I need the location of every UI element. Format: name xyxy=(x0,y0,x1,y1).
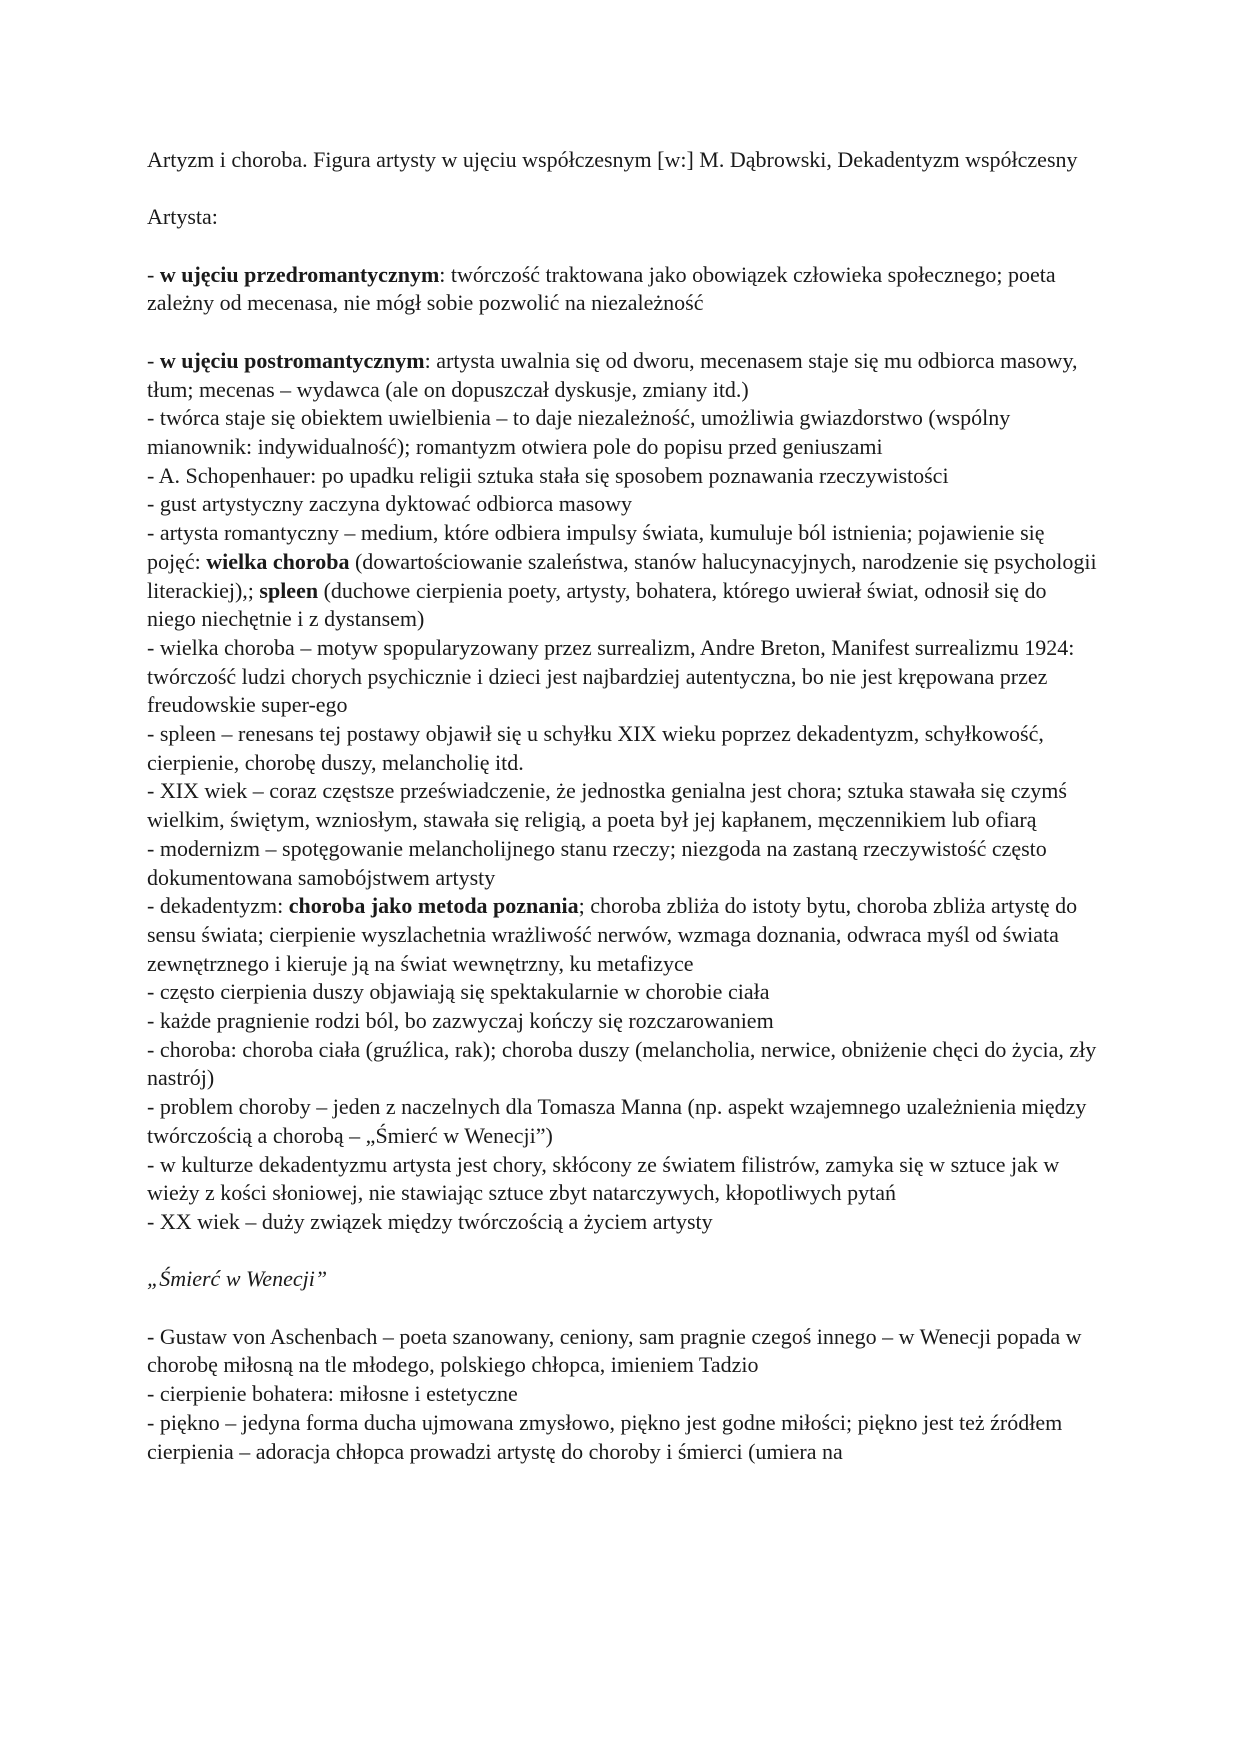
bullet-line xyxy=(147,892,1097,978)
bullet-line: - Gustaw von Aschenbach – poeta szanowany, ceniony, sam pragnie czegoś innego – w Wenecji popada w chorobę miłosną na tle młodego, polskiego chłopca, imieniem Tadzio xyxy=(147,1323,1082,1378)
bullet-line: - spleen – renesans tej postawy objawił się u schyłku XIX wieku poprzez dekadentyzm, schyłkowość, cierpienie, chorobę duszy, melancholię itd. xyxy=(147,721,1044,775)
paragraph-text: - artysta romantyczny – medium, które odbiera impulsy świata, kumuluje ból istnienia; pojawienie się pojęć: xyxy=(147,520,1045,574)
paragraph-gap xyxy=(147,1294,1097,1323)
bullet-line: - gust artystyczny zaczyna dyktować odbiorca masowy xyxy=(147,491,633,517)
paragraph-gap xyxy=(147,175,1097,204)
bold-term: wielka choroba xyxy=(206,548,350,574)
bullet-line: - każde pragnienie rodzi ból, bo zazwyczaj kończy się rozczarowaniem xyxy=(147,1008,774,1034)
paragraph-gap xyxy=(147,1237,1097,1266)
bullet-line: - XIX wiek – coraz częstsze przeświadczenie, że jednostka genialna jest chora; sztuka stawała się czymś wielkim, świętym, wzniosłym, stawała się religią, a poeta był jej kapłanem, męczennikiem lub ofiarą xyxy=(147,778,1067,833)
artysta-heading: Artysta: xyxy=(147,204,218,230)
bullet-line: - cierpienie bohatera: miłosne i estetyczne xyxy=(147,1381,518,1407)
paragraph-text: - dekadentyzm: xyxy=(147,893,289,919)
bullet-dash: - xyxy=(147,261,160,287)
bullet-line: - XX wiek – duży związek między twórczością a życiem artysty xyxy=(147,1208,713,1234)
paragraph-text: (duchowe cierpienia poety, artysty, bohatera, którego uwierał świat, odnosił się do niego niechętnie i z dystansem) xyxy=(147,577,1047,632)
bullet-line: - w kulturze dekadentyzmu artysta jest chory, skłócony ze światem filistrów, zamyka się w sztuce jak w wieży z kości słoniowej, nie stawiając sztuce zbyt natarczywych, kłopotliwych pytań xyxy=(147,1151,1060,1206)
bullet-line: - twórca staje się obiektem uwielbienia – to daje niezależność, umożliwia gwiazdorstwo (wspólny mianownik: indywidualność); romantyzm otwiera pole do popisu przed geniuszami xyxy=(147,405,1011,459)
paragraph-gap xyxy=(147,232,1097,261)
bullet-line: - piękno – jedyna forma ducha ujmowana zmysłowo, piękno jest godne miłości; piękno jest też źródłem cierpienia – adoracja chłopca prowadzi artystę do choroby i śmierci (umiera na xyxy=(147,1409,1063,1464)
bullet-line: - A. Schopenhauer: po upadku religii sztuka stała się sposobem poznawania rzeczywistości xyxy=(147,462,949,488)
bold-term: spleen xyxy=(259,577,319,603)
paragraph-text: ; choroba zbliża do istoty bytu, choroba zbliża artystę do sensu świata; cierpienie wyszlachetnia wrażliwość nerwów, wzmaga doznania, odwraca myśl od świata zewnętrznego i kieruje ją na świat wewnętrzny, ku metafizyce xyxy=(147,893,1078,976)
paragraph-przedromantyczny xyxy=(147,261,1097,318)
bold-term: choroba jako metoda poznania xyxy=(288,893,579,919)
bullet-line: - modernizm – spotęgowanie melancholijnego stanu rzeczy; niezgoda na zastaną rzeczywistość często dokumentowana samobójstwem artysty xyxy=(147,835,1047,890)
bullet-line xyxy=(147,519,1097,634)
paragraph-text: (dowartościowanie szaleństwa, stanów halucynacyjnych, narodzenie się psychologii literackiej),; xyxy=(147,548,1097,603)
bullet-line: - często cierpienia duszy objawiają się spektakularnie w chorobie ciała xyxy=(147,979,770,1005)
document-body xyxy=(147,146,1097,1466)
paragraph-text: : twórczość traktowana jako obowiązek człowieka społecznego; poeta zależny od mecenasa, nie mógł sobie pozwolić na niezależność xyxy=(147,261,1056,316)
bullet-dash: - xyxy=(147,347,160,373)
document-title: Artyzm i choroba. Figura artysty w ujęciu współczesnym [w:] M. Dąbrowski, Dekadentyzm współczesny xyxy=(147,147,1078,172)
bold-term: w ujęciu przedromantycznym xyxy=(159,261,440,287)
smierc-heading: „Śmierć w Wenecji” xyxy=(147,1266,328,1292)
paragraph-postromantyczny xyxy=(147,347,1097,404)
bullet-line: - problem choroby – jeden z naczelnych dla Tomasza Manna (np. aspekt wzajemnego uzależnienia między twórczością a chorobą – „Śmierć w Wenecji”) xyxy=(147,1094,1087,1148)
paragraph-gap xyxy=(147,318,1097,347)
bold-term: w ujęciu postromantycznym xyxy=(159,347,425,373)
bullet-line: - wielka choroba – motyw spopularyzowany przez surrealizm, Andre Breton, Manifest surrealizmu 1924: twórczość ludzi chorych psychicznie i dzieci jest najbardziej autentyczna, bo nie jest krępowana przez freudowskie super-ego xyxy=(147,634,1075,718)
paragraph-text: : artysta uwalnia się od dworu, mecenasem staje się mu odbiorca masowy, tłum; mecenas – wydawca (ale on dopuszczał dyskusje, zmiany itd.) xyxy=(147,347,1078,402)
bullet-line: - choroba: choroba ciała (gruźlica, rak); choroba duszy (melancholia, nerwice, obniżenie chęci do życia, zły nastrój) xyxy=(147,1036,1097,1091)
